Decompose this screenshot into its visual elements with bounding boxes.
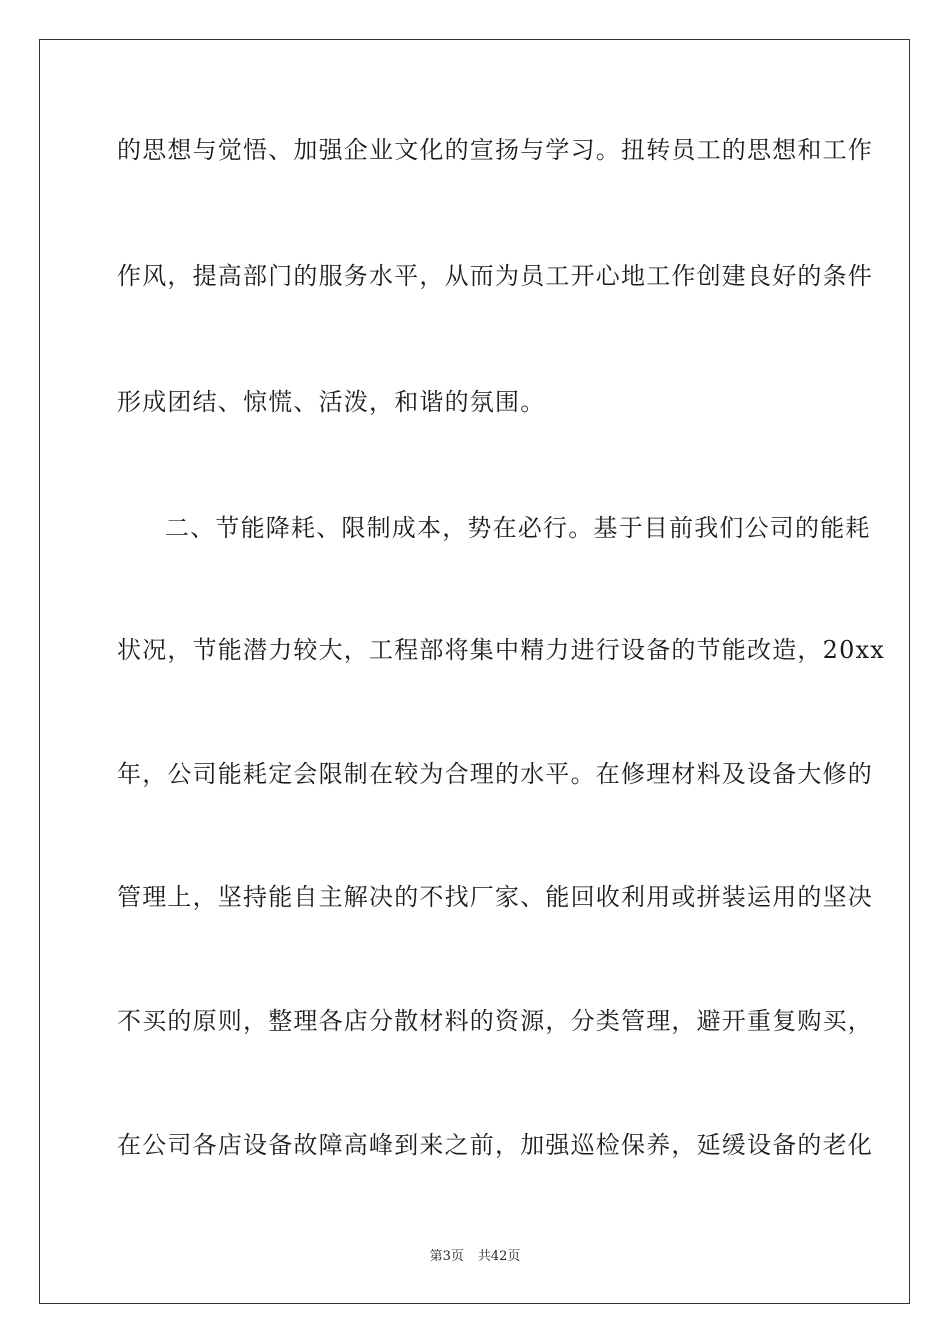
page-frame (39, 39, 910, 1304)
text-line-5: 状况，节能潜力较大，工程部将集中精力进行设备的节能改造，20xx (117, 636, 886, 664)
text-line-2: 作风，提高部门的服务水平，从而为员工开心地工作创建良好的条件 (117, 262, 873, 290)
total-pages: 共42页 (477, 1249, 521, 1264)
text-line-1: 的思想与觉悟、加强企业文化的宣扬与学习。扭转员工的思想和工作 (117, 136, 873, 164)
text-line-3: 形成团结、惊慌、活泼，和谐的氛围。 (117, 388, 546, 416)
text-line-6: 年，公司能耗定会限制在较为合理的水平。在修理材料及设备大修的 (117, 760, 873, 788)
text-line-9: 在公司各店设备故障高峰到来之前，加强巡检保养，延缓设备的老化 (117, 1131, 873, 1159)
page-footer (0, 1248, 950, 1266)
text-line-7: 管理上，坚持能自主解决的不找厂家、能回收利用或拼装运用的坚决 (117, 883, 873, 911)
text-line-4-paragraph-start: 二、节能降耗、限制成本，势在必行。基于目前我们公司的能耗 (165, 514, 871, 542)
page-number: 第3页 (429, 1249, 464, 1264)
text-line-8: 不买的原则，整理各店分散材料的资源，分类管理，避开重复购买， (117, 1007, 873, 1035)
